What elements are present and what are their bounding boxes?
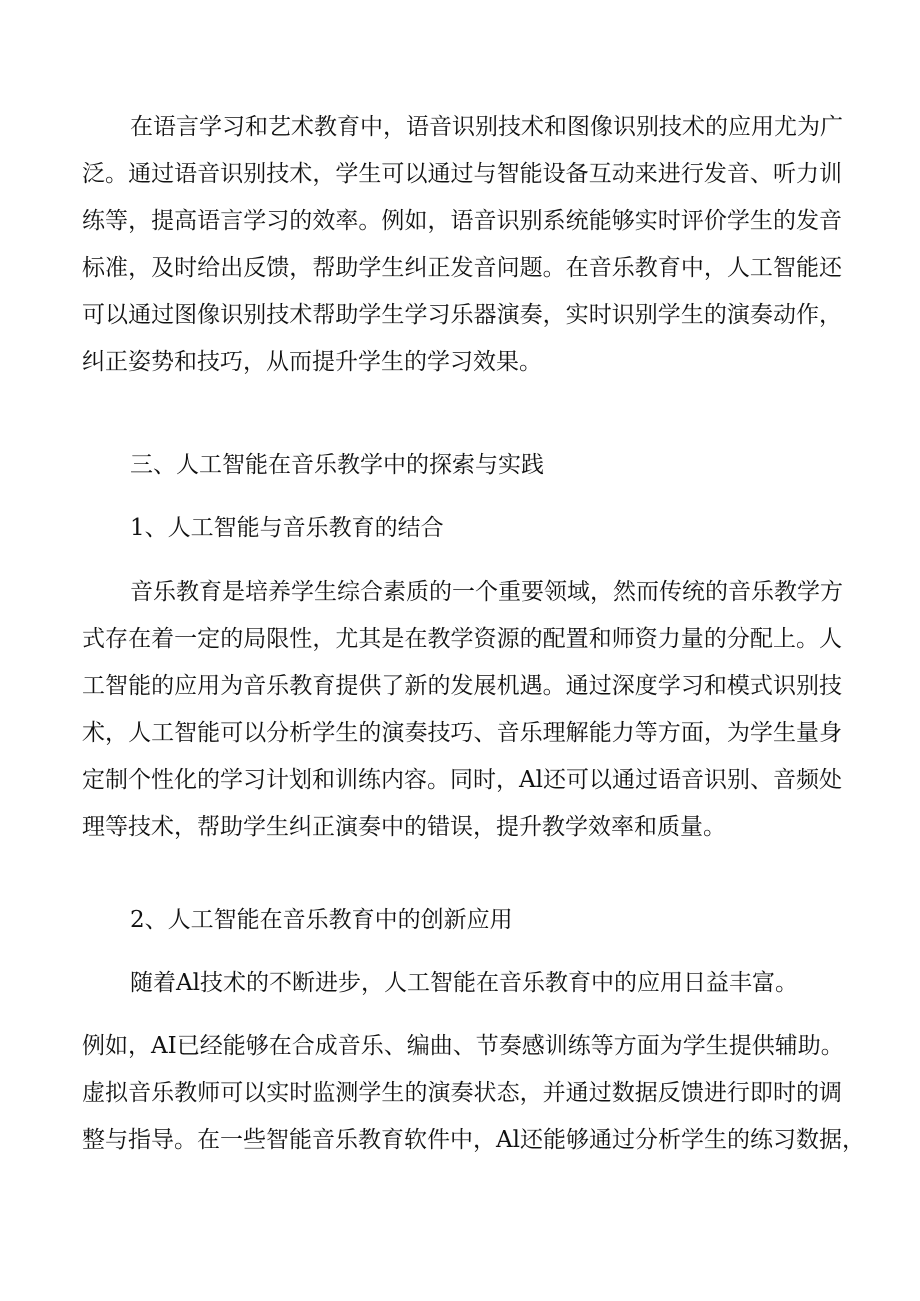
paragraph-1-line-3: 练等，提高语言学习的效率。例如，语音识别系统能够实时评价学生的发音 <box>82 208 842 234</box>
section-3-heading: 三、人工智能在音乐教学中的探索与实践 <box>130 452 544 478</box>
paragraph-3-line-4: 整与指导。在一些智能音乐教育软件中，Al还能够通过分析学生的练习数据， <box>82 1127 865 1153</box>
paragraph-2-line-6: 理等技术，帮助学生纠正演奏中的错误，提升教学效率和质量。 <box>82 814 726 840</box>
paragraph-1-line-1: 在语言学习和艺术教育中，语音识别技术和图像识别技术的应用尤为广 <box>130 114 843 140</box>
subsection-2-heading: 2、人工智能在音乐教育中的创新应用 <box>130 907 513 933</box>
paragraph-3-line-3: 虚拟音乐教师可以实时监测学生的演奏状态，并通过数据反馈进行即时的调 <box>82 1080 842 1106</box>
paragraph-2-line-5: 定制个性化的学习计划和训练内容。同时，Al还可以通过语音识别、音频处 <box>82 767 842 793</box>
paragraph-3-line-2: 例如，AI已经能够在合成音乐、编曲、节奏感训练等方面为学生提供辅助。 <box>82 1033 844 1059</box>
subsection-1-heading: 1、人工智能与音乐教育的结合 <box>130 515 444 541</box>
paragraph-1-line-4: 标准，及时给出反馈，帮助学生纠正发音问题。在音乐教育中，人工智能还 <box>82 255 842 281</box>
paragraph-1-line-5: 可以通过图像识别技术帮助学生学习乐器演奏，实时识别学生的演奏动作， <box>82 302 842 328</box>
paragraph-3-line-1: 随着Al技术的不断进步，人工智能在音乐教育中的应用日益丰富。 <box>130 970 798 996</box>
paragraph-2-line-1: 音乐教育是培养学生综合素质的一个重要领域，然而传统的音乐教学方 <box>130 579 843 605</box>
paragraph-2-line-4: 术，人工智能可以分析学生的演奏技巧、音乐理解能力等方面，为学生量身 <box>82 720 842 746</box>
paragraph-2-line-2: 式存在着一定的局限性，尤其是在教学资源的配置和师资力量的分配上。人 <box>82 626 842 652</box>
paragraph-2-line-3: 工智能的应用为音乐教育提供了新的发展机遇。通过深度学习和模式识别技 <box>82 673 842 699</box>
paragraph-1-line-6: 纠正姿势和技巧，从而提升学生的学习效果。 <box>82 349 542 375</box>
paragraph-1-line-2: 泛。通过语音识别技术，学生可以通过与智能设备互动来进行发音、听力训 <box>82 161 842 187</box>
